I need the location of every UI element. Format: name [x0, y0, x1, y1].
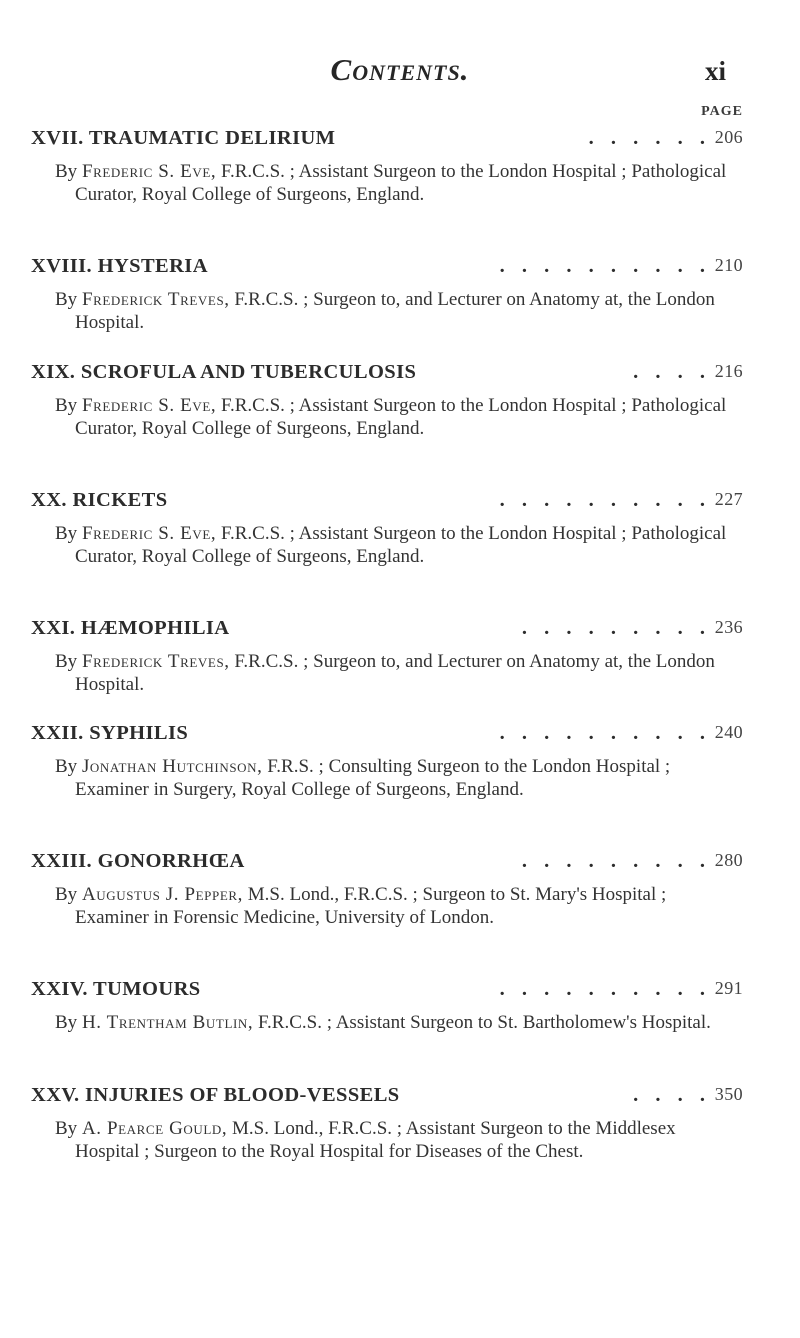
entry-page-number: 240	[711, 722, 743, 743]
author-by: By	[55, 884, 78, 905]
entry-title: RICKETS	[72, 489, 168, 511]
dot-leader: . . . . . .	[588, 127, 711, 149]
author-by: By	[55, 289, 78, 310]
entry-page-number: 350	[711, 1084, 743, 1105]
entry-numeral: XXIV.	[31, 978, 88, 1000]
dot-leader: . . . . . . . . .	[521, 617, 711, 639]
dot-leader: . . . . . . . . . .	[499, 489, 711, 511]
author-by: By	[55, 651, 78, 672]
author-name: A. Pearce Gould,	[81, 1118, 228, 1139]
entry-page-number: 216	[711, 361, 743, 382]
author-name: Augustus J. Pepper,	[81, 884, 243, 905]
entry-title: HÆMOPHILIA	[80, 617, 230, 639]
entry-numeral: XXI.	[31, 617, 76, 639]
entry-page-number: 206	[711, 127, 743, 148]
entry-page-number: 291	[711, 978, 743, 999]
entry-author	[55, 523, 735, 568]
entry-author	[55, 651, 735, 696]
entry-heading	[31, 978, 743, 1006]
author-by: By	[55, 756, 78, 777]
entry-numeral: XVII.	[31, 127, 84, 149]
author-name: Frederick Treves,	[81, 289, 230, 310]
dot-leader: . . . . . . . . . .	[499, 255, 711, 277]
entry-heading	[31, 127, 743, 155]
entry-numeral: XXIII.	[31, 850, 93, 872]
author-by: By	[55, 395, 78, 416]
entry-heading	[31, 722, 743, 750]
author-credentials: F.R.C.S. ; Assistant Surgeon to the London Hospital ; Pathological Curator, Royal College of Surgeons, England.	[75, 395, 727, 439]
author-by: By	[55, 523, 78, 544]
author-credentials: F.R.C.S. ; Surgeon to, and Lecturer on Anatomy at, the London Hospital.	[75, 651, 715, 695]
entry-author	[55, 1118, 735, 1163]
author-credentials: F.R.C.S. ; Surgeon to, and Lecturer on Anatomy at, the London Hospital.	[75, 289, 715, 333]
entry-heading	[31, 850, 743, 878]
entry-title: INJURIES OF BLOOD-VESSELS	[85, 1084, 400, 1106]
entry-title: GONORRHŒA	[97, 850, 245, 872]
author-credentials: F.R.C.S. ; Assistant Surgeon to the London Hospital ; Pathological Curator, Royal College of Surgeons, England.	[75, 161, 727, 205]
entry-heading	[31, 361, 743, 389]
entry-author	[55, 289, 735, 334]
entry-title: TRAUMATIC DELIRIUM	[88, 127, 336, 149]
author-name: Frederic S. Eve,	[81, 161, 217, 182]
entry-page-number: 210	[711, 255, 743, 276]
entry-title: HYSTERIA	[97, 255, 208, 277]
author-by: By	[55, 1012, 78, 1033]
running-head	[0, 52, 800, 92]
author-by: By	[55, 161, 78, 182]
author-name: Frederick Treves,	[81, 651, 230, 672]
entry-heading	[31, 1084, 743, 1112]
dot-leader: . . . . . . . . . .	[499, 722, 711, 744]
author-credentials: M.S. Lond., F.R.C.S. ; Surgeon to St. Mary's Hospital ; Examiner in Forensic Medicine, University of London.	[75, 884, 667, 928]
entry-title: TUMOURS	[93, 978, 201, 1000]
entry-numeral: XVIII.	[31, 255, 93, 277]
entry-author	[55, 884, 735, 929]
entry-numeral: XXII.	[31, 722, 84, 744]
entry-title: SYPHILIS	[89, 722, 189, 744]
author-name: Jonathan Hutchinson,	[81, 756, 263, 777]
entry-author	[55, 161, 735, 206]
dot-leader: . . . .	[633, 1084, 711, 1106]
author-credentials: M.S. Lond., F.R.C.S. ; Assistant Surgeon to the Middlesex Hospital ; Surgeon to the Royal Hospital for Diseases of the Chest.	[75, 1118, 676, 1162]
entry-page-number: 236	[711, 617, 743, 638]
page-column-label: PAGE	[701, 104, 743, 119]
entry-numeral: XXV.	[31, 1084, 80, 1106]
dot-leader: . . . .	[633, 361, 711, 383]
entry-title: SCROFULA AND TUBERCULOSIS	[80, 361, 417, 383]
author-name: Frederic S. Eve,	[81, 395, 217, 416]
entry-author	[55, 1012, 735, 1035]
running-title: Contents.	[330, 52, 470, 87]
author-name: Frederic S. Eve,	[81, 523, 217, 544]
entry-page-number: 227	[711, 489, 743, 510]
entry-numeral: XIX.	[31, 361, 76, 383]
entry-author	[55, 756, 735, 801]
author-by: By	[55, 1118, 78, 1139]
page-folio: xi	[705, 56, 727, 86]
author-credentials: F.R.C.S. ; Assistant Surgeon to St. Bartholomew's Hospital.	[258, 1012, 711, 1033]
author-credentials: F.R.C.S. ; Assistant Surgeon to the London Hospital ; Pathological Curator, Royal College of Surgeons, England.	[75, 523, 727, 567]
entry-heading	[31, 489, 743, 517]
entry-heading	[31, 617, 743, 645]
entry-page-number: 280	[711, 850, 743, 871]
entry-author	[55, 395, 735, 440]
dot-leader: . . . . . . . . .	[521, 850, 711, 872]
dot-leader: . . . . . . . . . .	[499, 978, 711, 1000]
entry-numeral: XX.	[31, 489, 67, 511]
entry-heading	[31, 255, 743, 283]
author-credentials: F.R.S. ; Consulting Surgeon to the London Hospital ; Examiner in Surgery, Royal College of Surgeons, England.	[75, 756, 671, 800]
author-name: H. Trentham Butlin,	[81, 1012, 254, 1033]
